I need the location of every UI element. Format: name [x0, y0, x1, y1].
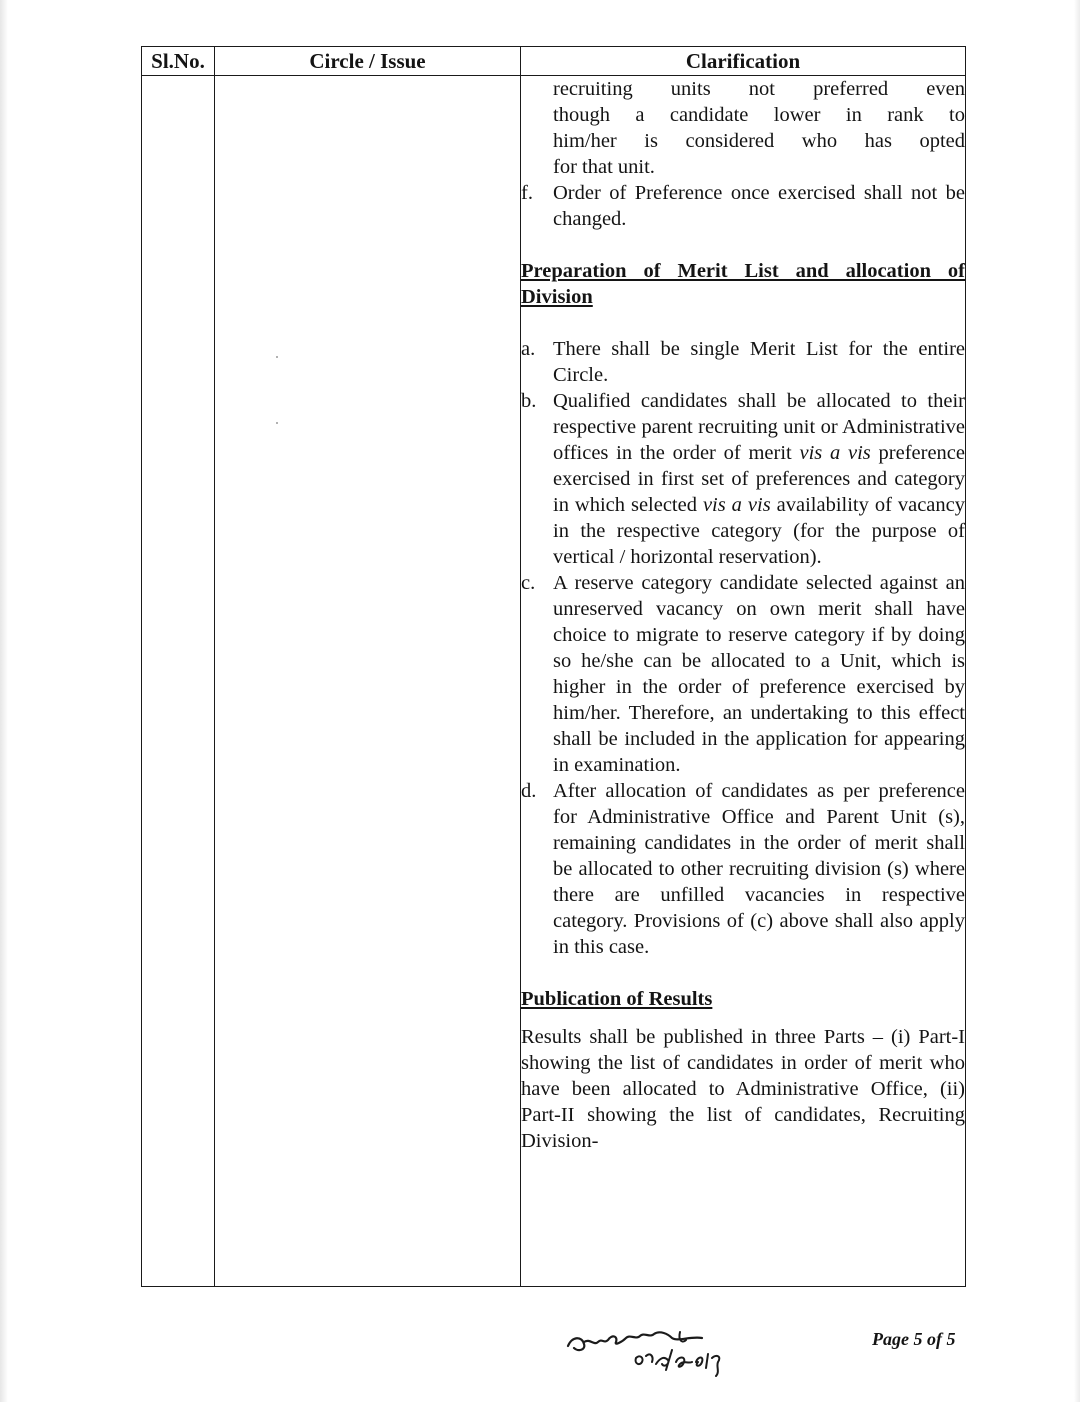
continued-line: recruiting units not preferred even — [553, 78, 965, 100]
list-item-text: After allocation of candidates as per preference for Administrative Office and Parent Unit (s), remaining candidates in the order of merit shall be allocated to other recruiting division (s) where there are unfilled vacancies in respective category. Provisions of (c) above shall also apply in this case. — [553, 780, 965, 958]
merit-section-heading: Preparation of Merit List and allocation of Division — [521, 260, 965, 308]
italic-run: vis a vis — [702, 494, 771, 516]
table-row — [142, 76, 966, 1287]
scan-speck — [276, 422, 278, 424]
handwritten-signature — [560, 1328, 760, 1388]
list-marker: f. — [521, 182, 533, 204]
header-circle-issue: Circle / Issue — [215, 47, 521, 76]
continued-line: him/her is considered who has opted — [553, 130, 965, 152]
list-item-f — [521, 180, 965, 232]
list-item-a — [521, 336, 965, 388]
results-section-heading: Publication of Results — [521, 988, 713, 1010]
text-run: availability of vacancy in the respective category (for the purpose of vertical / horizontal reservation). — [553, 494, 965, 568]
list-item-text: There shall be single Merit List for the entire Circle. — [553, 338, 965, 386]
continued-text — [521, 76, 965, 180]
page-edge-left — [0, 0, 8, 1402]
list-marker: a. — [521, 338, 536, 360]
italic-run: vis a vis — [799, 442, 871, 464]
sl-no-cell — [142, 76, 215, 1287]
page-number: Page 5 of 5 — [872, 1329, 956, 1349]
text-run: preference exercised in first set of preferences and category in which selected — [553, 442, 965, 516]
scan-speck — [276, 356, 278, 358]
results-paragraph: Results shall be published in three Parts – (i) Part-I showing the list of candidates in order of merit who have been allocated to Administrative Office, (ii) Part-II showing the list of candidates, Recruiting Division- — [521, 1026, 965, 1152]
list-item-c — [521, 570, 965, 778]
list-item-d — [521, 778, 965, 960]
list-item-b — [521, 388, 965, 570]
list-marker: d. — [521, 780, 537, 802]
list-marker: b. — [521, 390, 537, 412]
clarification-cell — [521, 76, 966, 1287]
clarification-table — [141, 46, 966, 1287]
list-item-text: Order of Preference once exercised shall not be changed. — [553, 182, 965, 230]
list-marker: c. — [521, 572, 536, 594]
list-item-text — [553, 388, 965, 570]
table-header-row — [142, 47, 966, 76]
circle-issue-cell — [215, 76, 521, 1287]
continued-line: for that unit. — [553, 156, 655, 178]
header-clarification: Clarification — [521, 47, 966, 76]
continued-line: though a candidate lower in rank to — [553, 104, 965, 126]
header-sl-no: Sl.No. — [142, 47, 215, 76]
list-item-text: A reserve category candidate selected against an unreserved vacancy on own merit shall have choice to migrate to reserve category if by doing so he/she can be allocated to a Unit, which is higher in the order of preference exercised by him/her. Therefore, an undertaking to this effect shall be included in the application for appearing in examination. — [553, 572, 965, 776]
text-run: Qualified candidates shall be allocated to their respective parent recruiting unit or Administrative offices in the order of merit — [553, 390, 965, 464]
page-edge-right — [1074, 0, 1080, 1402]
